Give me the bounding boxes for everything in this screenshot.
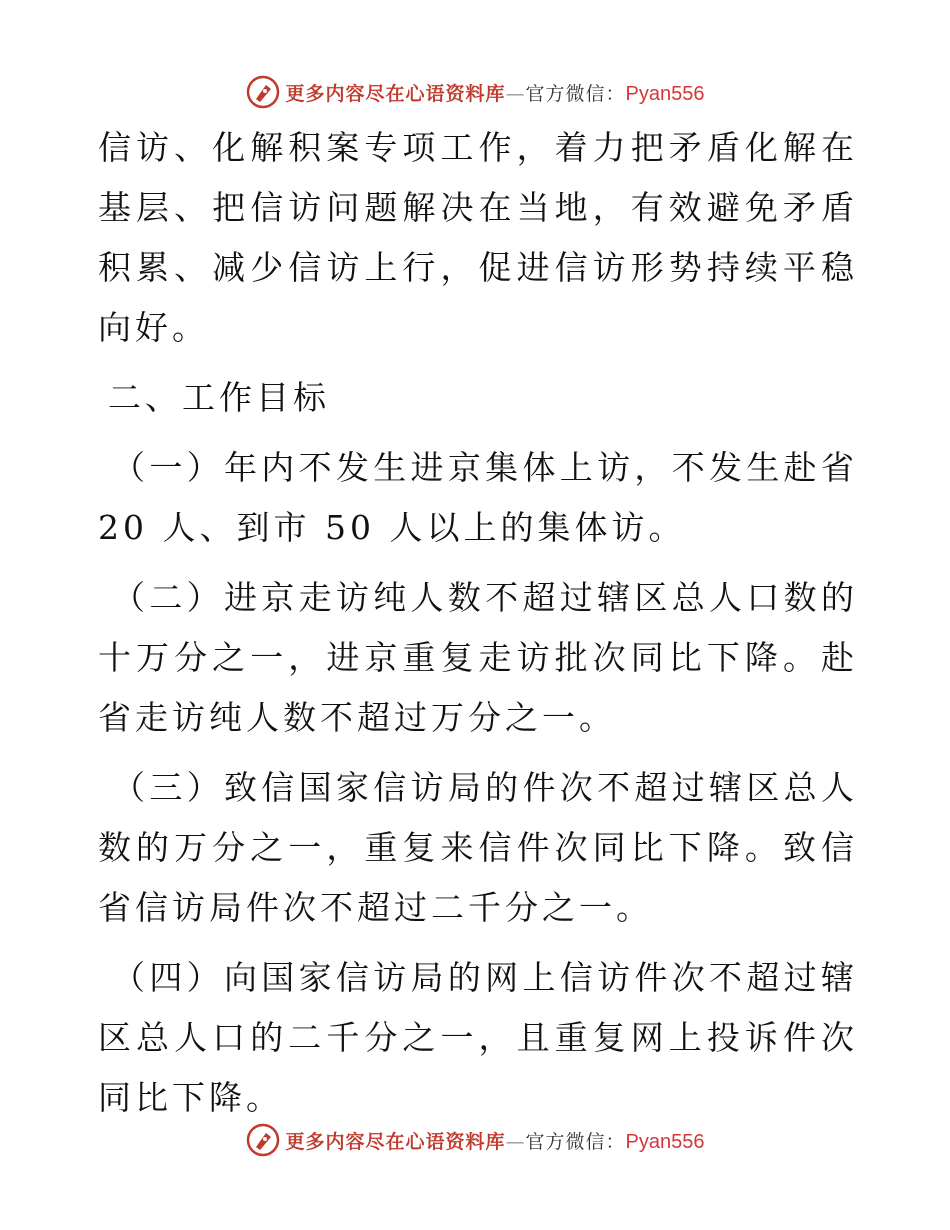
watermark-wechat-id: Pyan556 — [625, 1130, 705, 1153]
header-watermark — [0, 72, 950, 112]
watermark-separator: — — [505, 82, 526, 105]
footer-watermark — [0, 1120, 950, 1160]
watermark-wechat-id: Pyan556 — [625, 82, 705, 105]
watermark-brand: 更多内容尽在心语资料库 — [285, 82, 506, 105]
watermark-separator: — — [505, 1130, 526, 1153]
goal-item-1: （一）年内不发生进京集体上访，不发生赴省 20 人、到市 50 人以上的集体访。 — [98, 448, 858, 547]
goal-item-2: （二）进京走访纯人数不超过辖区总人口数的十万分之一，进京重复走访批次同比下降。赴省走访纯人数不超过万分之一。 — [98, 578, 858, 737]
pen-nib-logo-icon — [246, 75, 280, 109]
watermark-brand: 更多内容尽在心语资料库 — [285, 1130, 506, 1153]
goal-item-3: （三）致信国家信访局的件次不超过辖区总人数的万分之一，重复来信件次同比下降。致信省信访局件次不超过二千分之一。 — [98, 768, 858, 927]
watermark-contact-label: 官方微信： — [525, 1130, 626, 1153]
paragraph-intro-continuation: 信访、化解积案专项工作，着力把矛盾化解在基层、把信访问题解决在当地，有效避免矛盾积累、减少信访上行，促进信访形势持续平稳向好。 — [98, 128, 858, 347]
section-heading-work-goals: 二、工作目标 — [108, 378, 330, 417]
pen-nib-logo-icon — [246, 1123, 280, 1157]
goal-item-4: （四）向国家信访局的网上信访件次不超过辖区总人口的二千分之一，且重复网上投诉件次同比下降。 — [98, 958, 858, 1117]
document-body — [98, 118, 858, 1128]
watermark-contact-label: 官方微信： — [525, 82, 626, 105]
